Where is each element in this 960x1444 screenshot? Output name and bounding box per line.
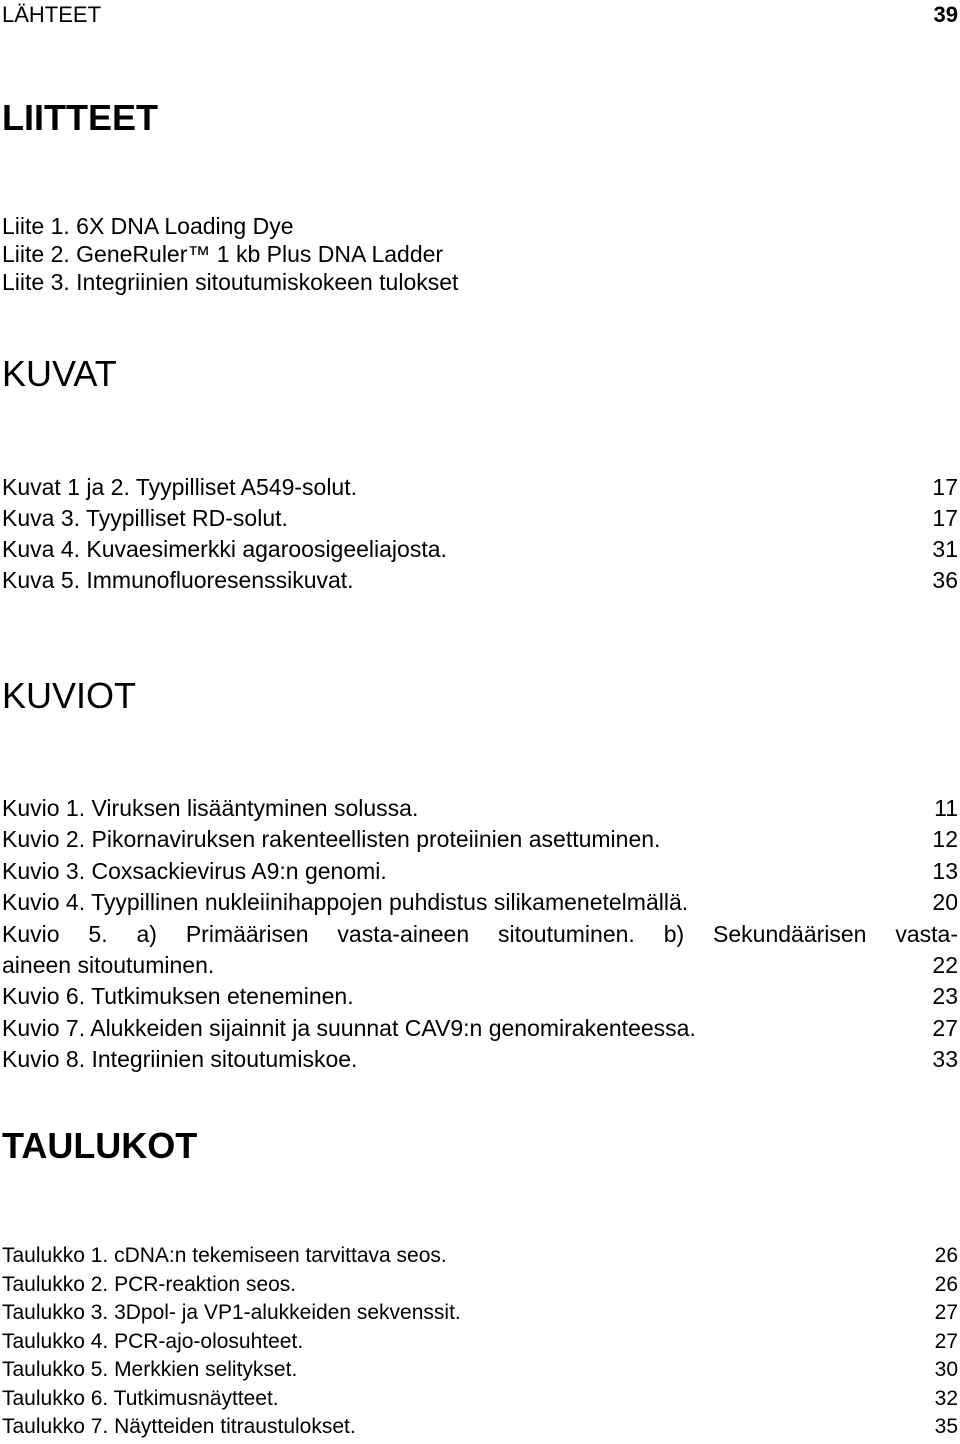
running-header xyxy=(2,0,958,30)
kuvat-list xyxy=(2,472,958,596)
item-page: 33 xyxy=(932,1046,958,1073)
item-text: Kuvio 3. Coxsackievirus A9:n genomi. xyxy=(2,857,387,884)
item-text: Taulukko 7. Näytteiden titraustulokset. xyxy=(2,1415,356,1438)
list-item xyxy=(2,1385,958,1414)
item-page: 23 xyxy=(932,983,958,1010)
taulukot-heading: TAULUKOT xyxy=(2,1125,198,1166)
list-item xyxy=(2,1013,958,1044)
list-item xyxy=(2,856,958,887)
list-item xyxy=(2,534,958,565)
list-item xyxy=(2,472,958,503)
item-page: 27 xyxy=(934,1301,958,1324)
item-page: 32 xyxy=(934,1386,958,1410)
item-text: Taulukko 6. Tutkimusnäytteet. xyxy=(2,1386,279,1410)
list-item xyxy=(2,1299,958,1328)
item-page: 22 xyxy=(932,952,958,979)
item-page: 20 xyxy=(932,889,958,916)
list-item xyxy=(2,240,958,268)
list-item xyxy=(2,1242,958,1271)
liitteet-list xyxy=(2,212,958,296)
item-text: Taulukko 1. cDNA:n tekemiseen tarvittava seos. xyxy=(2,1244,447,1267)
item-page: 27 xyxy=(934,1329,958,1353)
item-page: 35 xyxy=(934,1415,958,1438)
running-header-title: LÄHTEET xyxy=(2,2,102,27)
list-item xyxy=(2,981,958,1012)
list-item xyxy=(2,268,958,296)
item-page: 11 xyxy=(934,795,958,821)
item-line2-row xyxy=(2,950,958,981)
page-number: 39 xyxy=(933,2,958,27)
list-item xyxy=(2,212,958,240)
item-text: Liite 1. 6X DNA Loading Dye xyxy=(2,213,294,239)
item-text: Kuvio 7. Alukkeiden sijainnit ja suunnat CAV9:n genomirakenteessa. xyxy=(2,1014,696,1041)
list-item xyxy=(2,1271,958,1300)
item-page: 36 xyxy=(932,567,958,593)
item-text: Kuvio 2. Pikornaviruksen rakenteellisten proteiinien asettuminen. xyxy=(2,826,661,853)
list-item xyxy=(2,887,958,918)
item-text: Kuva 5. Immunofluoresenssikuvat. xyxy=(2,567,354,593)
item-text: Kuvio 1. Viruksen lisääntyminen solussa. xyxy=(2,795,419,821)
list-item xyxy=(2,1413,958,1442)
item-text: Liite 2. GeneRuler™ 1 kb Plus DNA Ladder xyxy=(2,241,444,267)
item-text-line1 xyxy=(2,919,958,950)
taulukot-list xyxy=(2,1242,958,1442)
item-page: 12 xyxy=(932,826,958,853)
list-item xyxy=(2,1044,958,1075)
item-page: 31 xyxy=(932,536,958,562)
item-page: 27 xyxy=(932,1014,958,1041)
item-text: Kuvio 6. Tutkimuksen eteneminen. xyxy=(2,983,354,1010)
item-text: Liite 3. Integriinien sitoutumiskokeen tulokset xyxy=(2,269,459,295)
list-item xyxy=(2,793,958,824)
kuvat-heading: KUVAT xyxy=(2,353,117,394)
item-page: 30 xyxy=(934,1358,958,1381)
list-item-wrapped xyxy=(2,919,958,982)
item-page: 17 xyxy=(932,505,958,531)
item-text: Kuvio 4. Tyypillinen nukleiinihappojen puhdistus silikamenetelmällä. xyxy=(2,889,689,916)
item-text: Taulukko 2. PCR-reaktion seos. xyxy=(2,1272,297,1296)
item-page: 26 xyxy=(934,1272,958,1296)
item-text: Kuvio 8. Integriinien sitoutumiskoe. xyxy=(2,1046,358,1073)
item-text: Taulukko 3. 3Dpol- ja VP1-alukkeiden sekvenssit. xyxy=(2,1301,461,1324)
item-text: Taulukko 4. PCR-ajo-olosuhteet. xyxy=(2,1329,304,1353)
item-text: Kuva 4. Kuvaesimerkki agaroosigeeliajosta. xyxy=(2,536,447,562)
list-item xyxy=(2,565,958,596)
item-page: 26 xyxy=(934,1244,958,1267)
item-text: Kuva 3. Tyypilliset RD-solut. xyxy=(2,505,288,531)
list-item xyxy=(2,824,958,855)
item-text-line1-content: Kuvio 5. a) Primäärisen vasta-aineen sitoutuminen. b) Sekundäärisen vasta- xyxy=(2,920,958,947)
item-text: Taulukko 5. Merkkien selitykset. xyxy=(2,1358,298,1381)
list-item xyxy=(2,503,958,534)
kuviot-heading: KUVIOT xyxy=(2,675,137,716)
list-item xyxy=(2,1356,958,1385)
liitteet-heading: LIITTEET xyxy=(2,97,158,138)
item-page: 13 xyxy=(932,857,958,884)
item-text: Kuvat 1 ja 2. Tyypilliset A549-solut. xyxy=(2,474,357,500)
item-page: 17 xyxy=(932,474,958,500)
list-item xyxy=(2,1328,958,1357)
kuviot-list xyxy=(2,793,958,1076)
item-text-line2: aineen sitoutuminen. xyxy=(2,952,215,979)
